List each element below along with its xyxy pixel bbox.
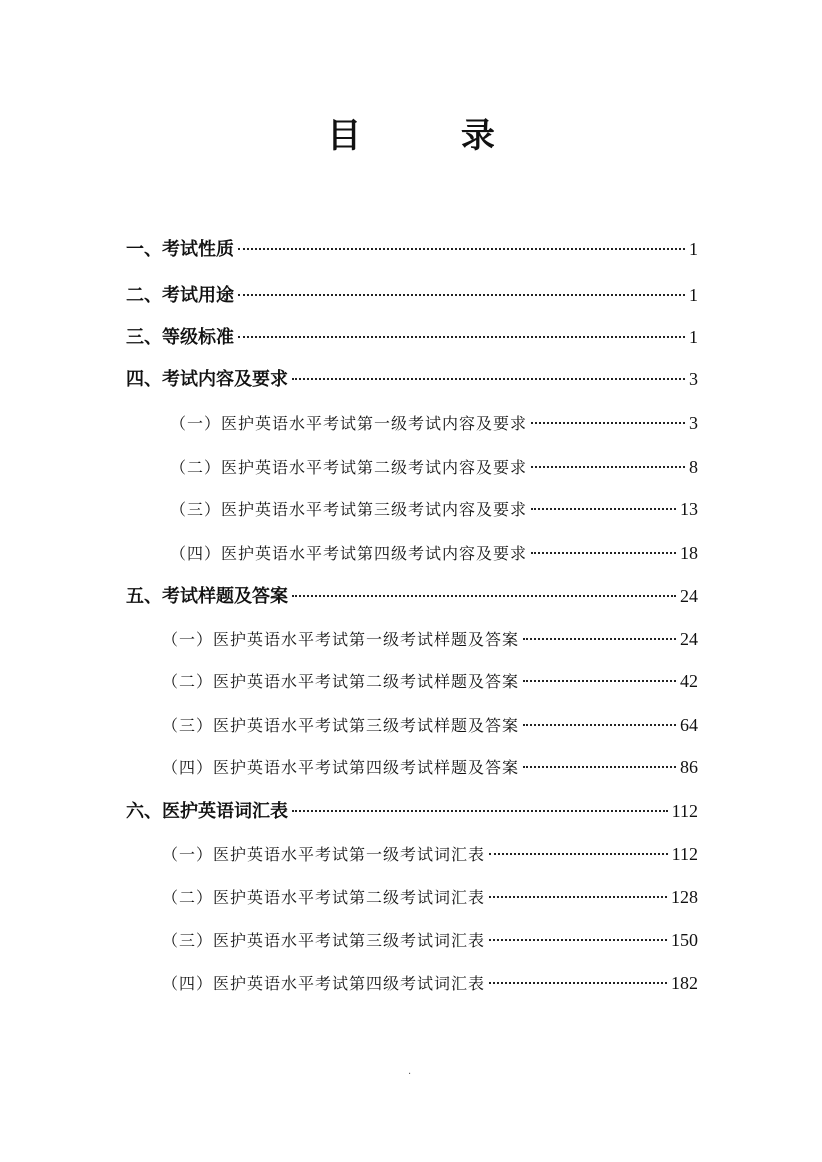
toc-entry-page-number: 3 [689, 369, 698, 389]
dot-leader [292, 595, 676, 597]
dot-leader [238, 294, 685, 296]
toc-entry-subsection-4-2[interactable] [170, 452, 698, 482]
dot-leader [238, 336, 685, 338]
dot-leader [292, 810, 668, 812]
toc-entry-subsection-6-1[interactable] [162, 839, 698, 869]
toc-entry-page-number: 3 [689, 413, 698, 433]
toc-entry-subsection-6-2[interactable] [162, 882, 698, 912]
toc-entry-section-4[interactable] [126, 364, 698, 394]
page-title: 目 录 [327, 116, 539, 156]
toc-entry-label: 五、考试样题及答案 [126, 586, 288, 607]
toc-entry-page-number: 24 [680, 629, 698, 649]
toc-entry-page-number: 1 [689, 239, 698, 259]
toc-entry-page-number: 1 [689, 285, 698, 305]
dot-leader [292, 378, 685, 380]
toc-entry-label: （四）医护英语水平考试第四级考试词汇表 [162, 974, 486, 993]
dot-leader [523, 766, 676, 768]
toc-entry-label: （三）医护英语水平考试第三级考试词汇表 [162, 931, 486, 950]
toc-entry-subsection-5-4[interactable] [162, 752, 698, 782]
toc-entry-subsection-5-1[interactable] [162, 624, 698, 654]
toc-entry-section-2[interactable] [126, 280, 698, 310]
toc-entry-page-number: 18 [680, 543, 698, 563]
dot-leader [531, 552, 676, 554]
toc-entry-page-number: 86 [680, 757, 698, 777]
toc-entry-section-5[interactable] [126, 581, 698, 611]
toc-entry-page-number: 112 [671, 844, 698, 864]
dot-leader [531, 466, 685, 468]
dot-leader [523, 680, 676, 682]
toc-entry-page-number: 182 [671, 973, 698, 993]
toc-entry-label: （二）医护英语水平考试第二级考试词汇表 [162, 888, 486, 907]
dot-leader [238, 248, 685, 250]
dot-leader [531, 422, 685, 424]
dot-leader [523, 724, 676, 726]
toc-entry-label: 四、考试内容及要求 [126, 369, 288, 390]
toc-entry-subsection-5-2[interactable] [162, 666, 698, 696]
toc-entry-subsection-5-3[interactable] [162, 710, 698, 740]
toc-entry-section-3[interactable] [126, 322, 698, 352]
toc-entry-page-number: 112 [671, 801, 698, 821]
toc-entry-label: （一）医护英语水平考试第一级考试样题及答案 [162, 630, 520, 649]
toc-entry-page-number: 8 [689, 457, 698, 477]
toc-entry-page-number: 1 [689, 327, 698, 347]
toc-entry-label: （一）医护英语水平考试第一级考试内容及要求 [170, 414, 528, 433]
toc-entry-label: （四）医护英语水平考试第四级考试内容及要求 [170, 544, 528, 563]
dot-leader [531, 508, 676, 510]
dot-leader [523, 638, 676, 640]
dot-leader [489, 939, 667, 941]
toc-entry-subsection-6-4[interactable] [162, 968, 698, 998]
toc-entry-page-number: 64 [680, 715, 698, 735]
toc-entry-label: （二）医护英语水平考试第二级考试内容及要求 [170, 458, 528, 477]
toc-entry-label: （四）医护英语水平考试第四级考试样题及答案 [162, 758, 520, 777]
dot-leader [489, 896, 667, 898]
toc-entry-label: （一）医护英语水平考试第一级考试词汇表 [162, 845, 486, 864]
toc-entry-page-number: 24 [680, 586, 698, 606]
toc-entry-subsection-4-1[interactable] [170, 408, 698, 438]
toc-entry-subsection-4-3[interactable] [170, 494, 698, 524]
dot-leader [489, 853, 668, 855]
toc-entry-section-6[interactable] [126, 796, 698, 826]
toc-entry-section-1[interactable] [126, 234, 698, 264]
toc-entry-label: 三、等级标准 [126, 327, 234, 348]
dot-leader [489, 982, 667, 984]
toc-entry-label: （二）医护英语水平考试第二级考试样题及答案 [162, 672, 520, 691]
toc-entry-label: （三）医护英语水平考试第三级考试内容及要求 [170, 500, 528, 519]
toc-entry-page-number: 13 [680, 499, 698, 519]
footer-mark: . [408, 1066, 412, 1077]
toc-entry-page-number: 150 [671, 930, 698, 950]
toc-entry-label: 一、考试性质 [126, 239, 234, 260]
toc-entry-label: 六、医护英语词汇表 [126, 801, 288, 822]
toc-entry-label: 二、考试用途 [126, 285, 234, 306]
toc-entry-page-number: 42 [680, 671, 698, 691]
toc-entry-subsection-6-3[interactable] [162, 925, 698, 955]
toc-entry-page-number: 128 [671, 887, 698, 907]
toc-entry-subsection-4-4[interactable] [170, 538, 698, 568]
toc-entry-label: （三）医护英语水平考试第三级考试样题及答案 [162, 716, 520, 735]
